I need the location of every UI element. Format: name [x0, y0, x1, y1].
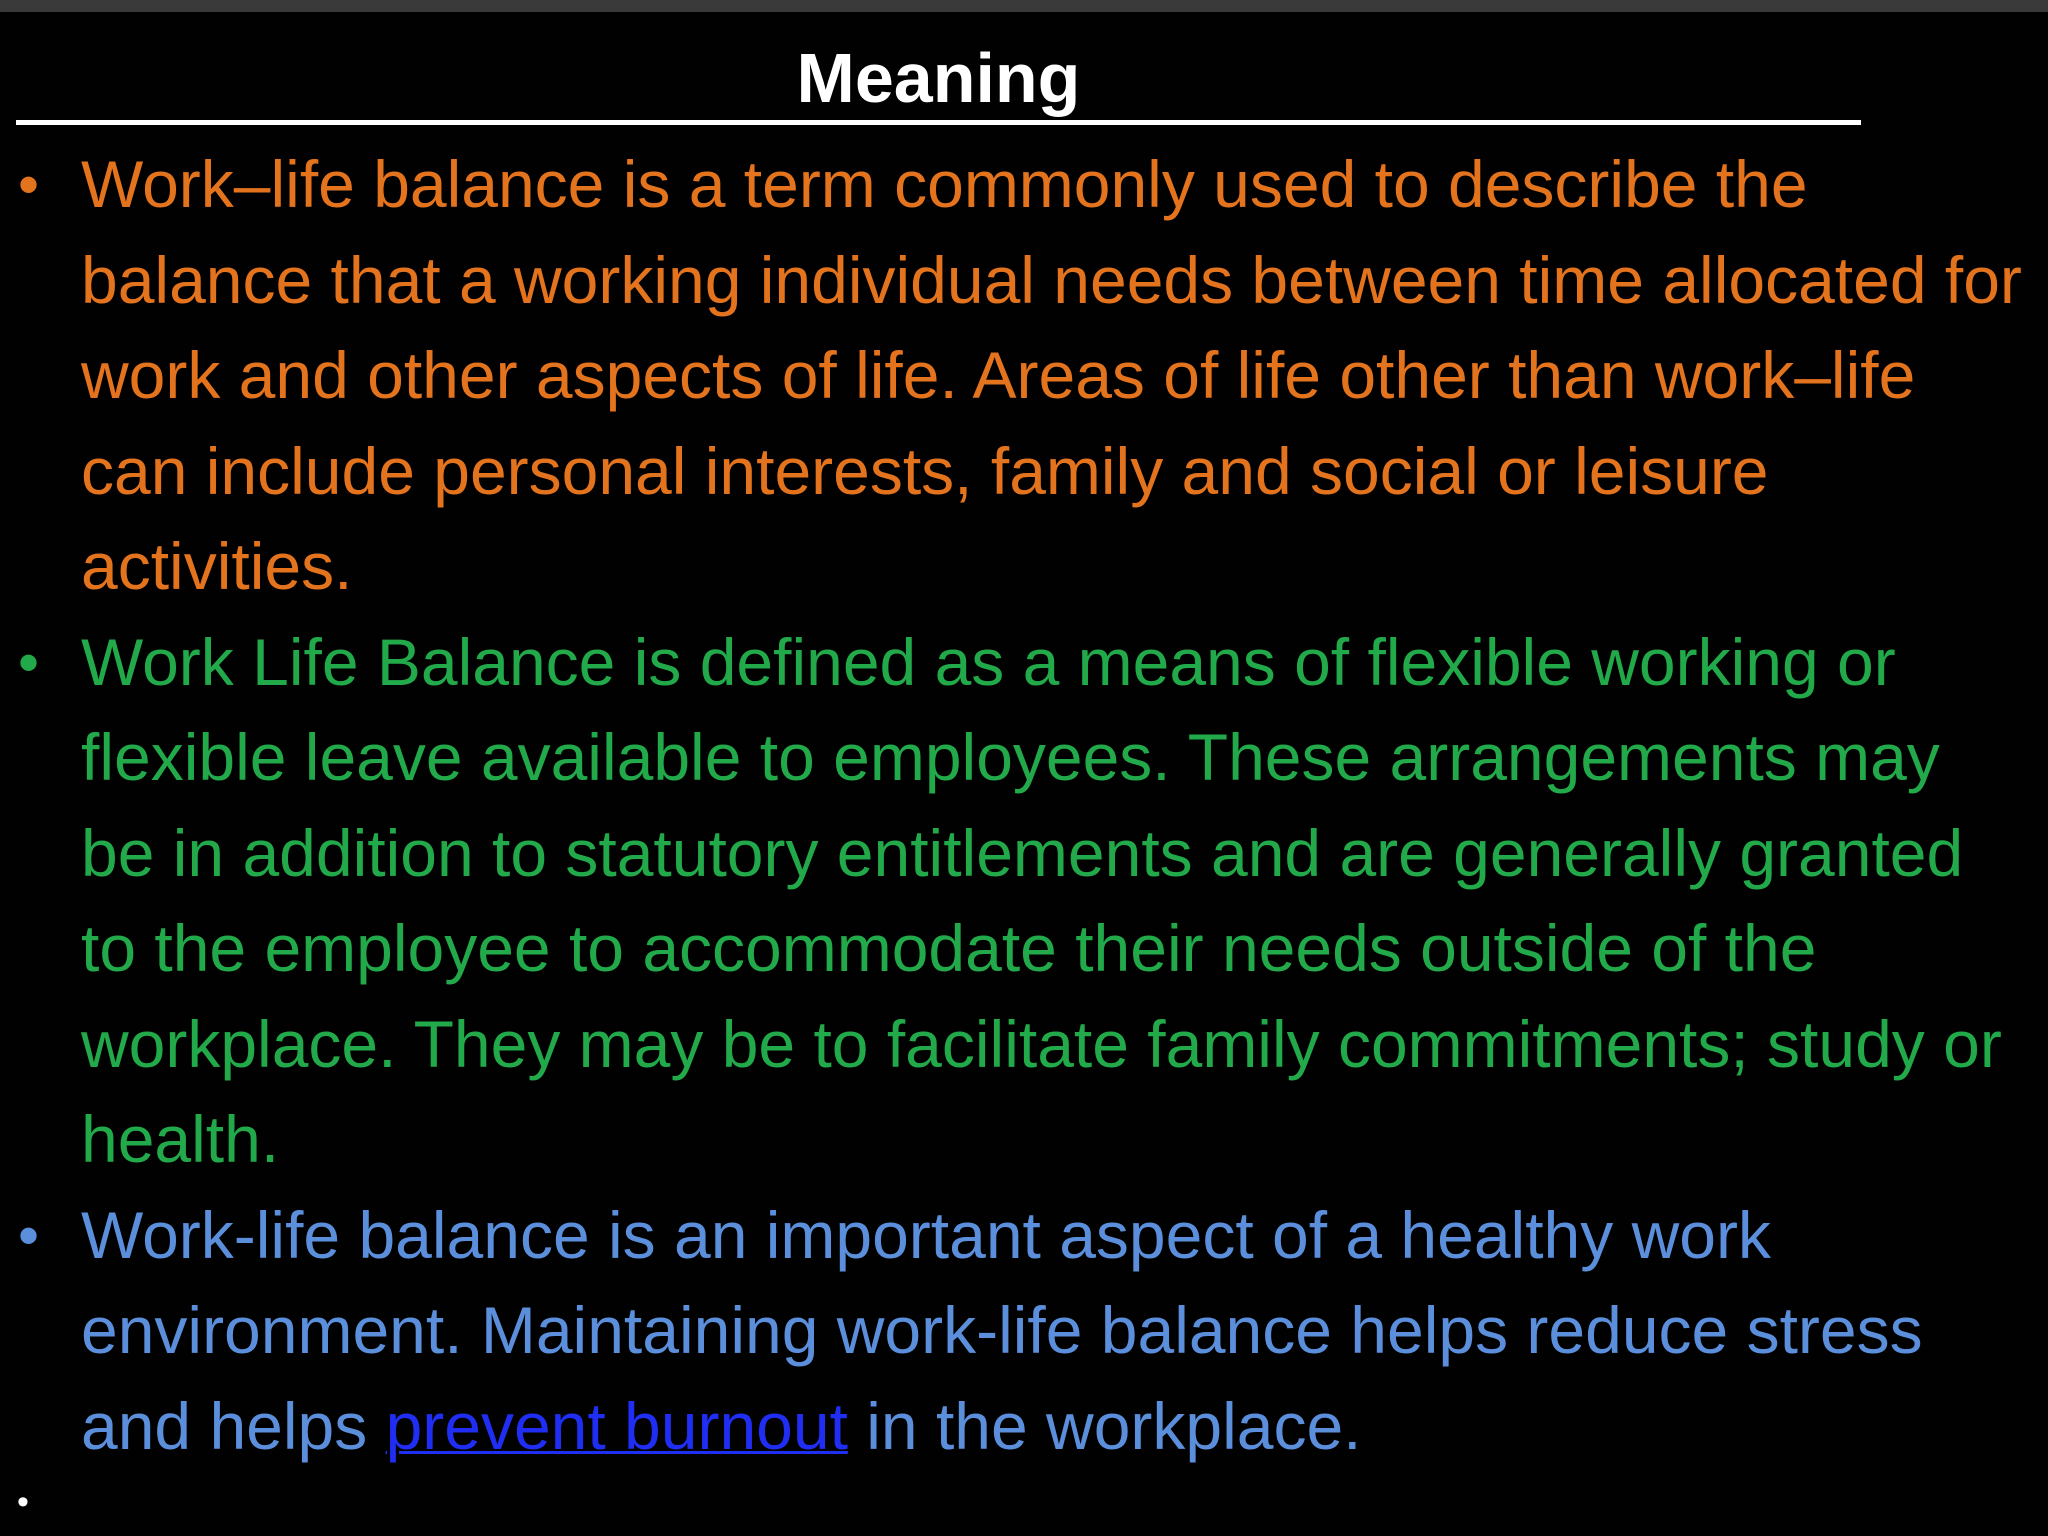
- bullet-dot-icon: •: [18, 1201, 40, 1269]
- bullet-item-flexible-working: [0, 615, 2030, 1188]
- bullet-dot-icon: •: [18, 151, 40, 218]
- bullet-list: [0, 137, 2030, 1474]
- prevent-burnout-link[interactable]: prevent burnout: [385, 1388, 848, 1463]
- empty-bullet-dot-icon: •: [17, 1483, 29, 1521]
- slide-title: Meaning: [796, 39, 1081, 117]
- bullet-item-work-life-definition: [0, 137, 2030, 615]
- bullet-text: Work–life balance is a term commonly used to describe the balance that a working individual needs between time allocated for work and other aspects of life. Areas of life other than work–life can include personal interests, family and social or leisure activities.: [81, 147, 2022, 603]
- bullet-text-before-link: Work-life balance is an important aspect of a healthy work environment. Maintaining work-life balance helps reduce stress and helps: [81, 1197, 1923, 1463]
- bullet-dot-icon: •: [18, 628, 40, 696]
- bullet-item-healthy-environment: [0, 1188, 2030, 1475]
- bullet-text: Work Life Balance is defined as a means of flexible working or flexible leave available to employees. These arrangements may be in addition to statutory entitlements and are generally granted to the employee to accommodate their needs outside of the workplace. They may be to facilitate family commitments; study or health.: [81, 624, 2002, 1176]
- bullet-text-after-link: in the workplace.: [847, 1388, 1362, 1463]
- title-underline-row: [16, 39, 1861, 125]
